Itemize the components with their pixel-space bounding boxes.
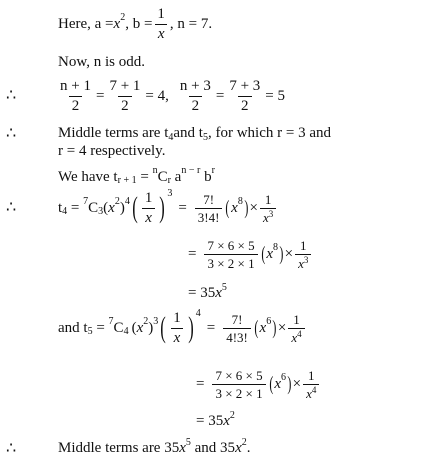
equals: = [136, 168, 153, 185]
exp-4: 4 [297, 328, 302, 339]
text-a: a [170, 168, 182, 185]
frac-den [303, 384, 319, 400]
fraction-product [212, 369, 265, 400]
paren-open: ( [131, 319, 137, 336]
fraction-product [204, 239, 257, 270]
paren-close: ) [148, 319, 154, 336]
therefore-symbol: ∴ [6, 199, 17, 216]
times: × [277, 319, 287, 336]
binom-c: C [157, 168, 168, 185]
therefore-symbol: ∴ [6, 125, 17, 142]
paren-close: ) [279, 243, 284, 265]
frac-den [295, 254, 311, 270]
fraction-1-over-x3 [295, 239, 311, 270]
times: × [249, 199, 258, 216]
fraction-7-fact [195, 193, 223, 224]
big-paren-open: ( [132, 191, 138, 224]
var-x: x [291, 329, 298, 345]
exp-5: 5 [185, 436, 191, 448]
sup-n-minus-r: n − r [181, 165, 201, 176]
var-x: x [136, 319, 144, 336]
fraction-1-over-x [154, 7, 168, 42]
text: Middle terms are t [58, 125, 169, 141]
sup-r: r [211, 165, 215, 176]
t4-simplify [188, 232, 313, 276]
result-4: = 4, [145, 87, 169, 104]
text: and t [173, 125, 203, 141]
equals: = [188, 245, 197, 262]
text: and t [58, 319, 88, 336]
frac-n-plus-1 [57, 79, 94, 114]
frac-den: 2 [238, 96, 252, 114]
big-paren-open: ( [160, 311, 166, 344]
var-x: x [306, 385, 312, 401]
frac-num: 1 [300, 237, 307, 253]
therefore-symbol: ∴ [6, 440, 17, 457]
binom-c: C [88, 199, 99, 216]
equals: = [95, 87, 105, 104]
var-x: x [274, 375, 281, 392]
frac-num: 1 [293, 311, 300, 327]
var-x: x [298, 255, 304, 271]
paren-close: ) [119, 199, 125, 216]
text: We have t [58, 168, 118, 185]
paren-open: ( [254, 317, 259, 339]
fraction-1-over-x4 [288, 313, 304, 344]
t5-result [196, 409, 235, 429]
sup-7: 7 [83, 196, 89, 207]
n-odd-text: Now, n is odd. [58, 54, 145, 70]
text: = 35 [188, 285, 216, 301]
frac-num: 7 + 3 [229, 77, 261, 94]
t4-expansion [58, 186, 278, 230]
paren-open: ( [260, 243, 265, 265]
frac-num: 1 [173, 309, 181, 326]
given-prefix: Here, a = [58, 15, 114, 32]
period: . [246, 440, 251, 456]
frac-den: 2 [118, 96, 132, 114]
times: × [292, 375, 302, 392]
big-paren-close: ) [159, 191, 166, 224]
exp-4: 4 [124, 196, 130, 207]
respectively-line [58, 144, 165, 159]
fraction-1-over-x [170, 311, 184, 346]
frac-den: 2 [69, 96, 83, 114]
text: = 35 [196, 413, 224, 429]
text-t: t [58, 199, 63, 216]
var-x: x [179, 440, 186, 456]
sub-4: 4 [168, 131, 174, 143]
therefore-symbol: ∴ [6, 87, 17, 104]
sub-r: r [167, 175, 171, 186]
exp-2: 2 [114, 196, 120, 207]
equals: = [92, 319, 109, 336]
text: and 35 [190, 440, 236, 456]
t4-result [188, 281, 227, 301]
paren-close: ) [287, 373, 292, 395]
frac-num: 7 × 6 × 5 [207, 237, 255, 253]
exp-5: 5 [221, 281, 227, 293]
exp-8: 8 [272, 242, 278, 253]
paren-close: ) [272, 317, 277, 339]
var-x: x [259, 319, 267, 336]
frac-n-plus-3 [177, 79, 214, 114]
sub-5: 5 [202, 131, 208, 143]
given-values-line [58, 4, 212, 44]
text: r = 4 respectively. [58, 143, 166, 159]
frac-den: 4!3! [223, 328, 251, 344]
frac-den: 3!4! [195, 208, 223, 224]
frac-num: 7! [203, 191, 215, 207]
equals: = [215, 87, 225, 104]
middle-terms-line [58, 126, 331, 141]
var-x: x [223, 413, 230, 429]
exp-3: 3 [268, 208, 274, 219]
exp-3: 3 [153, 316, 159, 327]
exp-3: 3 [167, 188, 173, 199]
frac-num: 1 [144, 189, 153, 206]
paren-open: ( [268, 373, 273, 395]
frac-num: n + 1 [60, 77, 91, 94]
paren-open: ( [225, 197, 230, 219]
text: , for which r = 3 and [207, 125, 331, 141]
paren-open: ( [103, 199, 109, 216]
frac-num: 7 + 1 [109, 77, 141, 94]
big-paren-close: ) [187, 311, 194, 344]
sub-4: 4 [123, 326, 129, 337]
frac-den: 3 × 2 × 1 [204, 254, 257, 270]
exp-6: 6 [280, 372, 286, 383]
frac-num: 7 × 6 × 5 [215, 367, 263, 383]
sup-7: 7 [108, 316, 114, 327]
exp-2: 2 [120, 12, 126, 23]
paren-close: ) [244, 197, 249, 219]
frac-den [288, 328, 304, 344]
frac-7-plus-1 [106, 79, 143, 114]
middle-index-calc [55, 76, 285, 116]
frac-num: 7! [231, 311, 243, 327]
var-x: x [262, 209, 269, 225]
sub-4: 4 [62, 206, 68, 217]
var-x: x [235, 440, 242, 456]
frac-num: 1 [157, 5, 165, 22]
frac-den: x [142, 208, 155, 226]
var-x: x [215, 285, 222, 301]
sub-3: 3 [98, 206, 104, 217]
frac-den: x [171, 328, 184, 346]
text: Middle terms are 35 [58, 440, 180, 456]
times: × [284, 245, 294, 262]
exp-6: 6 [266, 316, 272, 327]
exp-3: 3 [303, 254, 309, 265]
binom-c: C [113, 319, 124, 336]
frac-den: x [155, 24, 168, 42]
var-x: x [231, 199, 238, 216]
frac-den [260, 208, 276, 224]
frac-7-plus-3 [226, 79, 263, 114]
fraction-7-fact [223, 313, 251, 344]
frac-num: 1 [308, 367, 315, 383]
general-term-line [58, 166, 215, 188]
frac-den: 3 × 2 × 1 [212, 384, 265, 400]
equals: = [178, 199, 187, 216]
var-x: x [113, 15, 121, 32]
equals: = [67, 199, 84, 216]
exp-8: 8 [237, 196, 243, 207]
n-odd-line [58, 55, 145, 70]
var-x: x [266, 245, 273, 262]
text-b: b [200, 168, 212, 185]
exp-4: 4 [311, 384, 317, 395]
frac-num: 1 [264, 191, 272, 207]
sub-r-plus-1: r + 1 [117, 175, 137, 186]
var-x: x [108, 199, 115, 216]
sup-n: n [152, 165, 158, 176]
fraction-1-over-x4 [303, 369, 319, 400]
frac-den: 2 [189, 96, 203, 114]
exp-4: 4 [195, 308, 201, 319]
conclusion-line [58, 436, 251, 456]
exp-2: 2 [229, 409, 235, 421]
given-mid: , b = [125, 15, 153, 32]
exp-2: 2 [241, 436, 247, 448]
given-end: , n = 7. [169, 15, 213, 32]
t5-expansion [58, 306, 307, 350]
t5-simplify [196, 362, 321, 406]
result-5: = 5 [265, 87, 285, 104]
equals: = [196, 375, 205, 392]
frac-num: n + 3 [179, 77, 211, 94]
sub-5: 5 [87, 326, 93, 337]
exp-2: 2 [143, 316, 149, 327]
fraction-1-over-x3 [260, 193, 276, 224]
equals: = [206, 319, 216, 336]
fraction-1-over-x [142, 191, 156, 226]
